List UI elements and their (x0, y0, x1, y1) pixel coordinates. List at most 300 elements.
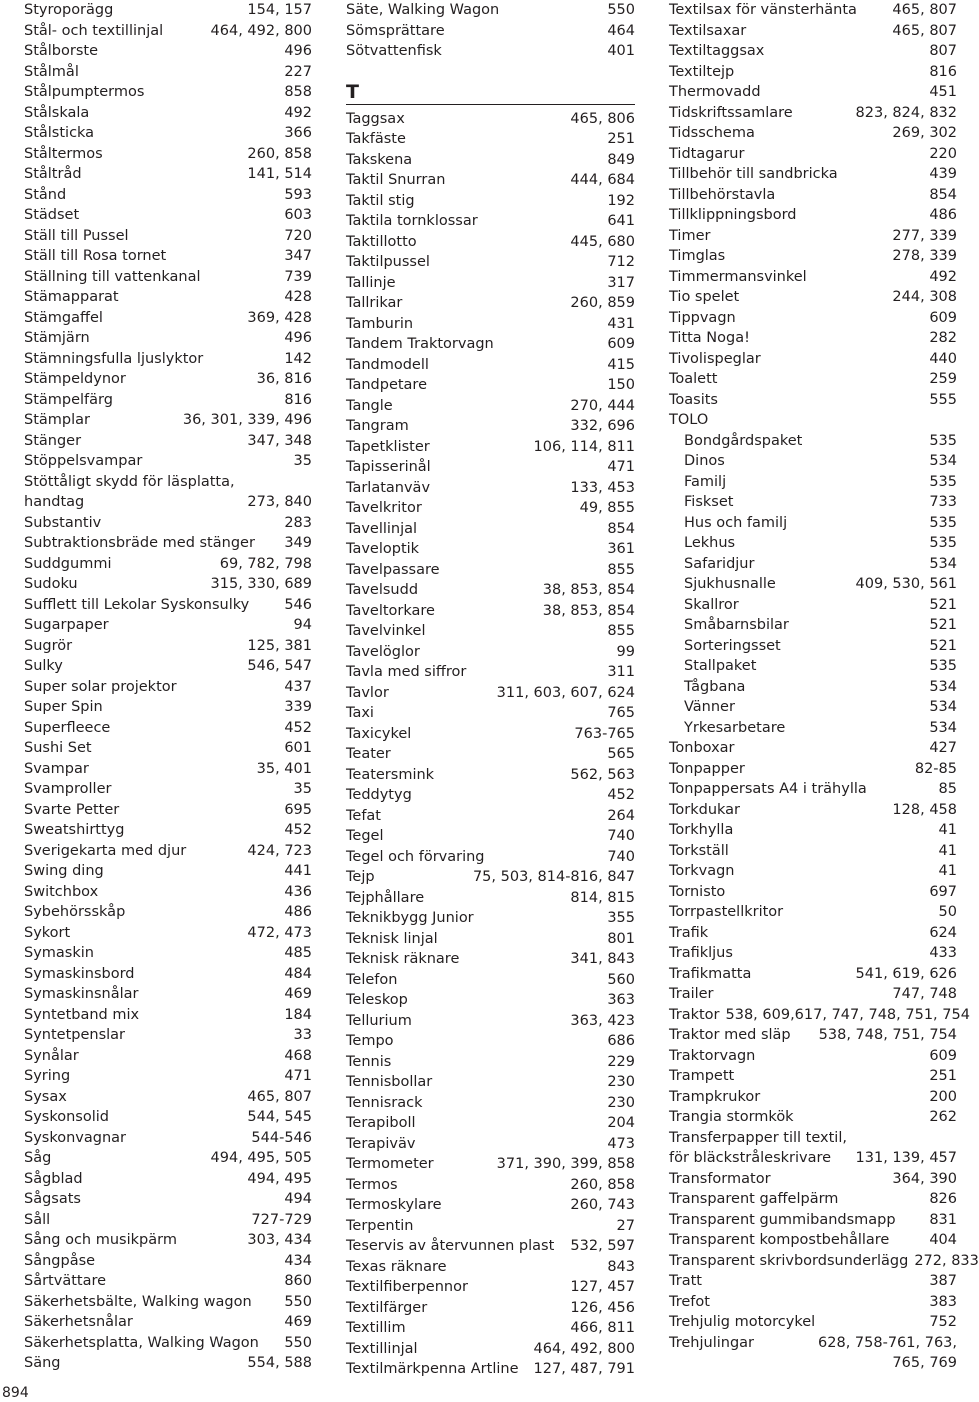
index-term: Torkhylla (669, 822, 734, 838)
index-term: Stämplar (24, 412, 90, 428)
index-term: Torrpastellkritor (669, 904, 784, 920)
index-page-refs: 94 (293, 617, 312, 633)
index-entry (24, 390, 312, 411)
index-page-refs: 471 (284, 1068, 312, 1084)
index-page-refs: 565 (607, 746, 635, 762)
index-page-refs: 363 (607, 992, 635, 1008)
index-term: Texas räknare (346, 1258, 447, 1275)
index-term: Super Spin (24, 699, 103, 715)
index-term: Timglas (669, 248, 726, 264)
index-entry (669, 636, 957, 657)
index-term: Trampett (669, 1068, 735, 1084)
index-entry (669, 410, 957, 431)
index-entry (669, 1251, 979, 1272)
index-page-refs: 251 (929, 1068, 957, 1084)
index-term: Tennisrack (346, 1094, 423, 1111)
index-page-refs: 38, 853, 854 (542, 602, 635, 619)
index-term: Taktillotto (346, 233, 417, 250)
index-term: Säte, Walking Wagon (346, 2, 500, 18)
index-page-refs: 259 (929, 371, 957, 387)
index-term: TOLO (669, 412, 709, 428)
index-page-refs: 695 (284, 801, 312, 818)
index-entry (669, 103, 957, 124)
index-page-refs: 554, 588 (247, 1355, 312, 1371)
index-page-refs: 452 (284, 719, 312, 736)
index-page-refs: 484 (284, 965, 312, 982)
index-term: Sugarpaper (24, 617, 109, 633)
index-term: Stämjärn (24, 330, 90, 346)
index-page-refs: 843 (607, 1258, 635, 1275)
index-page-refs: 36, 816 (256, 371, 312, 387)
index-page-refs: 733 (929, 494, 957, 510)
index-term: Transparent gummibandsmapp (669, 1211, 896, 1228)
index-entry (24, 964, 312, 985)
index-entry (669, 574, 957, 595)
index-entry (669, 964, 957, 985)
index-term: Sömsprättare (346, 22, 445, 39)
index-page-refs: 106, 114, 811 (533, 438, 635, 455)
index-page-refs: 204 (607, 1115, 635, 1131)
index-page-refs: 601 (284, 740, 312, 756)
index-page-refs: 133, 453 (570, 479, 635, 496)
index-entry (24, 308, 312, 329)
index-page-refs: 433 (929, 945, 957, 961)
index-entry (346, 252, 635, 273)
index-term: Sybehörsskåp (24, 904, 126, 920)
index-page-refs: 262 (929, 1109, 957, 1125)
index-term: Tavelkritor (346, 500, 422, 516)
index-page-refs: 355 (607, 910, 635, 926)
index-page-refs: 560 (607, 971, 635, 988)
index-term: Teservis av återvunnen plast (346, 1238, 555, 1254)
index-term: Tennisbollar (346, 1074, 433, 1090)
index-page-refs: 41 (938, 822, 957, 838)
index-term: Transformator (669, 1170, 771, 1187)
index-page-refs: 562, 563 (570, 766, 635, 783)
index-entry (346, 1093, 635, 1114)
index-page-refs: 550 (284, 1334, 312, 1351)
index-term: Stålborste (24, 43, 99, 59)
index-term: Sysax (24, 1088, 67, 1105)
index-entry (669, 0, 957, 21)
index-term: Teddytyg (346, 787, 412, 803)
index-entry (24, 697, 312, 718)
index-page-refs: 363, 423 (570, 1012, 635, 1029)
index-term: Textillinjal (346, 1340, 418, 1357)
index-page-refs: 366 (284, 125, 312, 141)
index-entry (346, 1277, 635, 1298)
index-page-refs: 739 (284, 268, 312, 285)
index-entry (346, 457, 635, 478)
index-page-refs: 535 (929, 514, 957, 531)
index-page-refs: 486 (929, 207, 957, 223)
index-entry (346, 1154, 635, 1175)
index-page-refs: 765, 769 (892, 1355, 957, 1371)
index-column-3 (669, 0, 979, 1374)
index-entry (669, 349, 957, 370)
index-term: Sötvattenfisk (346, 43, 442, 59)
index-entry (346, 519, 635, 540)
index-page-refs: 740 (607, 828, 635, 844)
index-page-refs: 747, 748 (892, 986, 957, 1002)
index-page-refs: 220 (929, 145, 957, 162)
index-term: Trafik (669, 924, 709, 941)
index-entry (669, 82, 957, 103)
index-term: Thermovadd (669, 84, 761, 100)
index-term: Tapetklister (346, 438, 430, 455)
index-term: Svampar (24, 760, 89, 777)
index-term: Stämapparat (24, 289, 119, 305)
index-page-refs: 535 (929, 473, 957, 490)
index-page-refs: 126, 456 (570, 1299, 635, 1316)
index-page-refs: 277, 339 (892, 227, 957, 244)
index-term: Terapiboll (346, 1115, 416, 1131)
index-term: Safaridjur (684, 555, 755, 572)
index-term: Ställ till Rosa tornet (24, 248, 167, 264)
index-term: Lekhus (684, 535, 736, 551)
index-term: Timmermansvinkel (669, 268, 807, 285)
index-term: Tavelöglor (346, 643, 420, 660)
index-entry (24, 636, 312, 657)
index-term: Timer (669, 227, 711, 244)
index-page-refs: 752 (929, 1314, 957, 1330)
index-page-refs: 415 (607, 356, 635, 373)
index-entry (669, 697, 957, 718)
index-entry (24, 1005, 312, 1026)
index-page-refs: 154, 157 (247, 2, 312, 18)
index-page-refs: 317 (607, 274, 635, 291)
index-term: Tapisserinål (346, 459, 431, 475)
index-page-refs: 260, 858 (570, 1176, 635, 1193)
index-entry (24, 800, 312, 821)
index-page-refs: 303, 434 (247, 1232, 312, 1248)
index-entry (669, 21, 957, 42)
index-term: Sweatshirttyg (24, 822, 125, 838)
index-page-refs: 831 (929, 1211, 957, 1228)
index-page-refs: 494 (284, 1191, 312, 1207)
index-entry (346, 929, 635, 950)
index-page-refs: 826 (929, 1191, 957, 1207)
index-entry (669, 554, 957, 575)
index-page-refs: 492 (284, 104, 312, 121)
index-entry (669, 390, 957, 411)
index-entry (24, 164, 312, 185)
index-entry (24, 759, 312, 780)
index-page-refs: 75, 503, 814-816, 847 (472, 869, 635, 885)
index-page-refs: 823, 824, 832 (855, 104, 957, 121)
index-entry (669, 615, 957, 636)
index-term: Yrkesarbetare (684, 719, 786, 736)
index-page-refs: 472, 473 (247, 924, 312, 941)
index-page-refs: 555 (929, 391, 957, 408)
index-entry (346, 601, 635, 622)
index-term: Textillim (346, 1320, 406, 1336)
index-page-refs: 184 (284, 1006, 312, 1023)
index-term: Tidskriftssamlare (669, 104, 793, 121)
index-page-refs: 38, 853, 854 (542, 582, 635, 598)
index-entry (346, 724, 635, 745)
index-entry (24, 1210, 312, 1231)
index-term: Textiltaggsax (669, 43, 765, 59)
index-entry (346, 867, 635, 888)
index-page-refs: 127, 487, 791 (533, 1361, 635, 1377)
index-page-refs: 401 (607, 43, 635, 59)
index-entry (669, 1292, 957, 1313)
index-page-refs: 534 (929, 719, 957, 736)
index-term: Stål- och textillinjal (24, 22, 164, 39)
index-term: Säkerhetsplatta, Walking Wagon (24, 1334, 259, 1351)
index-page-refs: 35, 401 (256, 760, 312, 777)
index-term: Teleskop (346, 992, 408, 1008)
index-term: Tempo (346, 1033, 394, 1049)
index-entry (24, 841, 312, 862)
index-term: Tallinje (346, 274, 396, 291)
index-page-refs: 150 (607, 377, 635, 393)
index-entry (346, 908, 635, 929)
index-term: Familj (684, 473, 727, 490)
index-term: Tejp (346, 869, 375, 885)
index-page-refs: 465, 807 (892, 2, 957, 18)
index-entry (669, 1210, 957, 1231)
index-entry (346, 806, 635, 827)
index-entry (346, 41, 635, 62)
index-page-refs: 452 (284, 822, 312, 838)
index-entry (24, 369, 312, 390)
index-page-refs: 99 (616, 643, 635, 660)
index-page-refs: 807 (929, 43, 957, 59)
index-page-refs: 229 (607, 1053, 635, 1070)
index-term: Tonboxar (669, 740, 735, 756)
index-entry (24, 1353, 312, 1374)
index-term: Såll (24, 1211, 51, 1228)
index-term: Trehjulingar (669, 1334, 754, 1351)
index-term: Terapiväv (346, 1135, 416, 1152)
index-entry (24, 1251, 312, 1272)
index-entry (24, 738, 312, 759)
index-entry (669, 759, 957, 780)
index-page-refs: 801 (607, 930, 635, 947)
index-entry (24, 615, 312, 636)
index-page-refs: 50 (938, 904, 957, 920)
index-page-refs: 131, 139, 457 (855, 1150, 957, 1166)
index-entry (669, 1230, 957, 1251)
index-page-refs: 424, 723 (247, 842, 312, 859)
index-page-refs: 264 (607, 807, 635, 824)
index-term: Superfleece (24, 719, 111, 736)
index-term: Textilfiberpennor (346, 1279, 468, 1295)
index-term: handtag (24, 494, 85, 510)
index-page-refs: 541, 619, 626 (855, 965, 957, 982)
index-page-refs: 428 (284, 289, 312, 305)
index-entry (346, 334, 635, 355)
index-entry (24, 861, 312, 882)
index-page-refs: 349 (284, 535, 312, 551)
index-term: Stämpelfärg (24, 391, 113, 408)
index-page-refs: 437 (284, 678, 312, 695)
index-page-refs: 127, 457 (570, 1279, 635, 1295)
index-entry (669, 533, 957, 554)
index-page-refs: 609 (929, 309, 957, 326)
index-term: Taktil stig (346, 192, 415, 209)
index-page-refs: 858 (284, 84, 312, 100)
index-entry (24, 1046, 312, 1067)
index-term: Sång och musikpärm (24, 1232, 177, 1248)
index-term: Stålmål (24, 63, 79, 80)
index-term: Stämpeldynor (24, 371, 126, 387)
index-page-refs: 849 (607, 151, 635, 168)
index-page-refs: 544, 545 (247, 1109, 312, 1125)
index-term: Transparent kompostbehållare (669, 1232, 890, 1248)
index-page-refs: 283 (284, 514, 312, 531)
index-entry (669, 451, 957, 472)
index-page-refs: 332, 696 (570, 418, 635, 434)
index-entry (24, 923, 312, 944)
index-page-refs: 444, 684 (570, 172, 635, 188)
index-page-refs: 521 (929, 617, 957, 633)
index-page-refs: 468 (284, 1047, 312, 1064)
index-entry (669, 861, 957, 882)
index-entry (669, 62, 957, 83)
index-entry (24, 1025, 312, 1046)
index-page-refs: 41 (938, 842, 957, 859)
index-term: Trampkrukor (669, 1088, 761, 1105)
index-entry (24, 185, 312, 206)
index-entry (346, 1011, 635, 1032)
index-term: Sulky (24, 658, 63, 674)
index-entry (346, 539, 635, 560)
index-term: Ståltermos (24, 145, 103, 162)
index-term: Super solar projektor (24, 678, 177, 695)
index-entry (346, 888, 635, 909)
index-entry (346, 437, 635, 458)
index-entry (669, 1169, 957, 1190)
index-entry (669, 1107, 957, 1128)
index-page-refs: 465, 807 (247, 1088, 312, 1105)
index-entry (669, 595, 957, 616)
index-term: Tarlatanväv (346, 479, 431, 496)
index-term: Transferpapper till textil, (669, 1129, 847, 1146)
index-page-refs: 464, 492, 800 (533, 1340, 635, 1357)
index-entry (346, 232, 635, 253)
index-entry (346, 703, 635, 724)
index-term: Tavlor (346, 684, 389, 701)
index-entry (669, 308, 957, 329)
index-page-refs: 439 (929, 166, 957, 182)
index-page-refs: 534 (929, 453, 957, 469)
index-term: Sågblad (24, 1170, 83, 1187)
index-term: Termometer (346, 1156, 434, 1172)
index-entry (24, 882, 312, 903)
index-entry (669, 1189, 957, 1210)
index-entry (346, 1236, 635, 1257)
index-term: Tidsschema (669, 125, 755, 141)
index-page-refs: 492 (929, 268, 957, 285)
index-term: Traktor (669, 1006, 720, 1023)
index-page-refs: 200 (929, 1088, 957, 1105)
index-term: Taktila tornklossar (346, 213, 478, 229)
index-entry (346, 129, 635, 150)
index-page-refs: 550 (607, 2, 635, 18)
index-page-refs: 260, 858 (247, 145, 312, 162)
index-page-refs: 260, 859 (570, 295, 635, 311)
index-page-refs: 269, 302 (892, 125, 957, 141)
index-entry (669, 144, 957, 165)
index-page-refs: 485 (284, 945, 312, 961)
index-page-refs: 535 (929, 535, 957, 551)
index-page-refs: 816 (284, 391, 312, 408)
index-term: Teknisk linjal (346, 930, 438, 947)
index-page-refs: 546 (284, 596, 312, 613)
index-entry (669, 1066, 957, 1087)
index-entry (24, 349, 312, 370)
index-entry (24, 779, 312, 800)
index-entry (669, 1128, 957, 1149)
index-column-2-entries (346, 109, 635, 1380)
index-entry (24, 328, 312, 349)
index-term: Teknikbygg Junior (346, 910, 474, 926)
index-page-refs: 532, 597 (570, 1238, 635, 1254)
index-term: Tavelsudd (346, 582, 419, 598)
index-page-refs: 521 (929, 596, 957, 613)
index-entry (24, 1333, 312, 1354)
index-term: Stämgaffel (24, 309, 103, 326)
index-entry (669, 431, 957, 452)
index-term: Sushi Set (24, 740, 92, 756)
index-page-refs: 854 (607, 520, 635, 537)
index-entry (346, 1031, 635, 1052)
index-term: Textilfärger (346, 1299, 428, 1316)
index-page-refs: 82-85 (914, 760, 957, 777)
index-term: Sugrör (24, 637, 73, 654)
index-term: Ståltråd (24, 166, 82, 182)
index-term: Sudoku (24, 576, 78, 592)
index-page-refs: 534 (929, 699, 957, 715)
index-page-refs: 538, 748, 751, 754 (818, 1027, 957, 1043)
index-entry (346, 642, 635, 663)
index-term: Tandpetare (346, 377, 427, 393)
index-entry (346, 1216, 635, 1237)
index-term: Symaskinsnålar (24, 986, 139, 1002)
index-term: Traktorvagn (669, 1047, 756, 1064)
index-entry (24, 451, 312, 472)
index-entry (669, 1046, 957, 1067)
index-page-refs: 486 (284, 904, 312, 920)
index-term: Syntetpenslar (24, 1027, 126, 1043)
index-page-refs: 35 (293, 781, 312, 797)
index-term: Tennis (346, 1053, 392, 1070)
index-page-refs: 251 (607, 131, 635, 147)
index-term: Toasits (669, 391, 718, 408)
index-term: Taveltorkare (346, 602, 435, 619)
index-term: Stöppelsvampar (24, 453, 143, 469)
index-term: Textiltejp (669, 63, 735, 80)
index-term: Tejphållare (346, 889, 425, 906)
index-column-1 (24, 0, 312, 1374)
index-page-refs: 464 (607, 22, 635, 39)
index-term: Transparent gaffelpärm (669, 1191, 839, 1207)
index-term: Stämningsfulla ljuslyktor (24, 350, 204, 367)
index-entry (669, 1087, 957, 1108)
index-entry (346, 785, 635, 806)
index-term: Svamproller (24, 781, 112, 797)
index-entry (346, 191, 635, 212)
index-entry (669, 123, 957, 144)
index-term: Tallrikar (346, 295, 403, 311)
index-entry (24, 595, 312, 616)
index-entry (24, 41, 312, 62)
index-term: Stallpaket (684, 658, 757, 674)
index-entry (24, 1066, 312, 1087)
